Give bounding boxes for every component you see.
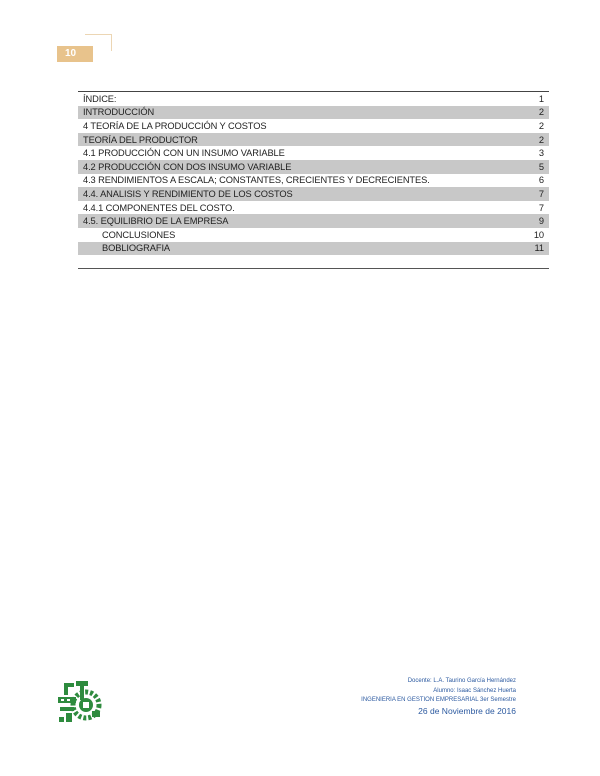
toc-entry-page: 2 (538, 107, 544, 118)
toc-row[interactable] (78, 91, 549, 106)
page-number-tab: 10 (57, 46, 93, 62)
institution-logo-icon (56, 677, 106, 725)
toc-row[interactable] (78, 214, 549, 228)
toc-entry-title: 4.3 RENDIMIENTOS A ESCALA; CONSTANTES, CRECIENTES Y DECRECIENTES. (83, 175, 430, 186)
toc-entry-page: 2 (538, 134, 544, 145)
table-of-contents (78, 91, 549, 255)
toc-entry-title: 4.2 PRODUCCIÓN CON DOS INSUMO VARIABLE (83, 161, 292, 172)
toc-entry-title: 4.1 PRODUCCIÓN CON UN INSUMO VARIABLE (83, 148, 285, 159)
toc-row[interactable] (78, 160, 549, 174)
footer-program: INGENIERIA EN GESTION EMPRESARIAL 3er Semestre (361, 697, 516, 703)
toc-entry-page: 9 (538, 216, 544, 227)
toc-row[interactable] (78, 174, 549, 188)
footer-date: 26 de Noviembre de 2016 (418, 705, 516, 716)
toc-row[interactable] (78, 242, 549, 256)
toc-entry-page: 2 (538, 120, 544, 131)
toc-entry-page: 6 (538, 175, 544, 186)
toc-row[interactable] (78, 133, 549, 147)
toc-entry-title: 4.4. ANALISIS Y RENDIMIENTO DE LOS COSTOS (83, 188, 293, 199)
toc-row[interactable] (78, 106, 549, 120)
toc-entry-title: 4.4.1 COMPONENTES DEL COSTO. (83, 202, 235, 213)
toc-entry-page: 7 (538, 188, 544, 199)
toc-entry-title: ÍNDICE: (83, 93, 117, 104)
footer-student: Alumno: Isaac Sánchez Huerta (433, 687, 516, 694)
toc-row[interactable] (78, 228, 549, 242)
toc-entry-title: TEORÍA DEL PRODUCTOR (83, 134, 198, 145)
footer-credits (361, 677, 516, 717)
toc-row[interactable] (78, 146, 549, 160)
toc-row[interactable] (78, 201, 549, 215)
toc-entry-page: 10 (533, 229, 544, 240)
toc-entry-title: 4.5. EQUILIBRIO DE LA EMPRESA (83, 216, 229, 227)
toc-entry-page: 11 (534, 243, 544, 254)
toc-entry-page: 5 (538, 161, 544, 172)
toc-entry-page: 1 (538, 93, 544, 104)
toc-row[interactable] (78, 187, 549, 201)
toc-entry-page: 7 (538, 202, 544, 213)
toc-entry-title: 4 TEORÍA DE LA PRODUCCIÓN Y COSTOS (83, 120, 267, 131)
footer-teacher: Docente: L.A. Taurino García Hernández (407, 678, 516, 684)
toc-bottom-divider (78, 268, 549, 269)
toc-entry-title: BOBLIOGRAFIA (102, 243, 171, 254)
toc-entry-title: INTRODUCCIÓN (83, 107, 155, 118)
toc-entry-page: 3 (538, 148, 544, 159)
toc-entry-title: CONCLUSIONES (102, 229, 176, 240)
toc-row[interactable] (78, 119, 549, 133)
